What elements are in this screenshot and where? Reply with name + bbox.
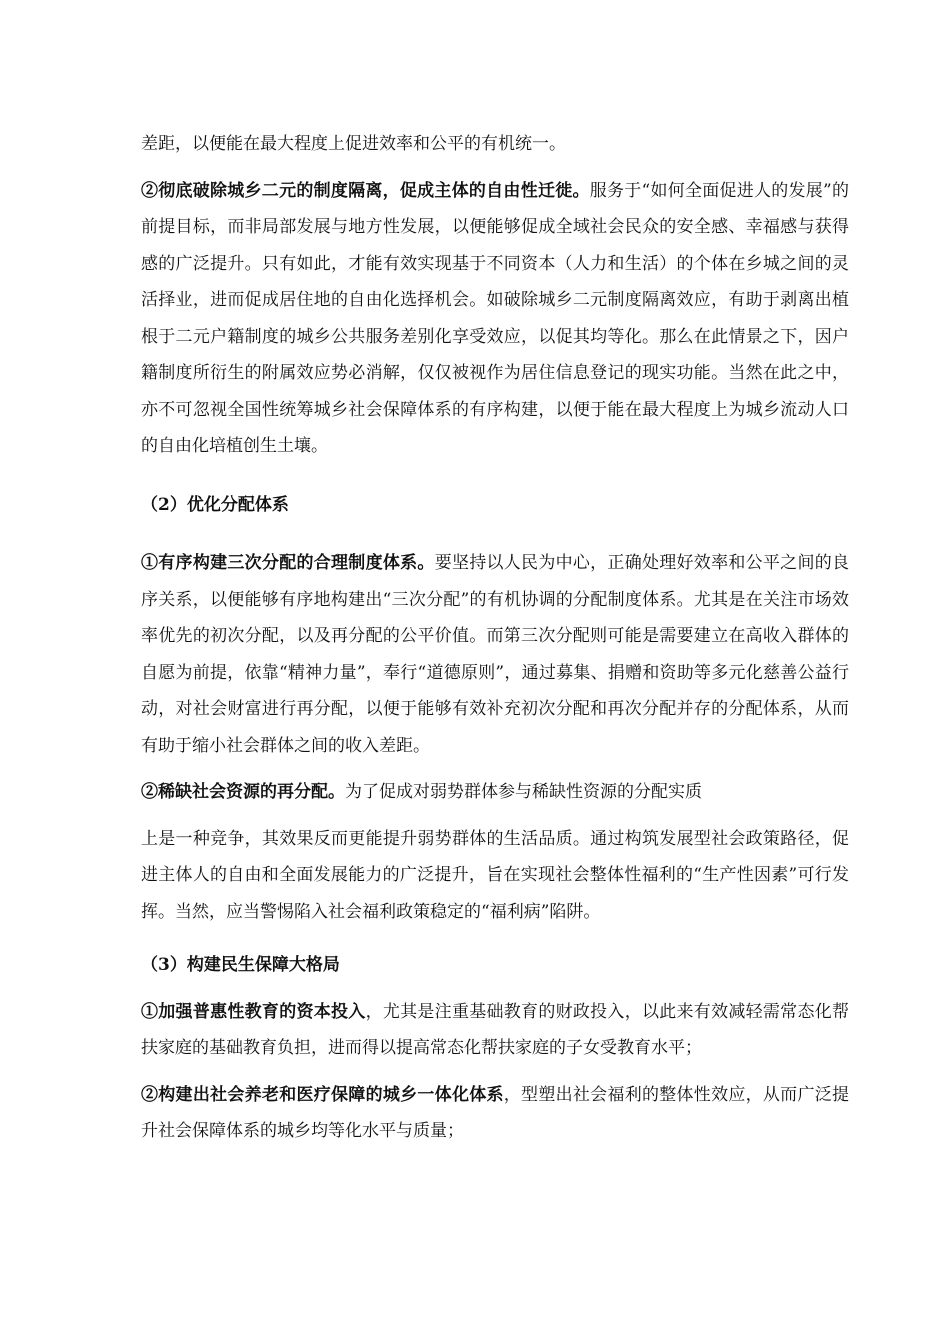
paragraph-education-investment [141, 994, 849, 1067]
paragraph-text: 为了促成对弱势群体参与稀缺性资源的分配实质 [345, 782, 702, 802]
paragraph-text: 服务于“如何全面促进人的发展”的前提目标，而非局部发展与地方性发展，以便能够促成全域社会民众的安全感、幸福感与获得感的广泛提升。只有如此，才能有效实现基于不同资本（人力和生活）的个体在乡城之间的灵活择业，进而促成居住地的自由化选择机会。如破除城乡二元制度隔离效应，有助于剥离出植根于二元户籍制度的城乡公共服务差别化享受效应，以促其均等化。那么在此情景之下，因户籍制度所衍生的附属效应势必消解，仅仅被视作为居住信息登记的现实功能。当然在此之中，亦不可忽视全国性统筹城乡社会保障体系的有序构建，以便于能在最大程度上为城乡流动人口的自由化培植创生土壤。 [141, 180, 849, 456]
paragraph-competition [141, 821, 849, 931]
paragraph-text: 差距，以便能在最大程度上促进效率和公平的有机统一。 [141, 134, 566, 154]
paragraph-lead: ①有序构建三次分配的合理制度体系。 [141, 553, 435, 573]
paragraph-lead: ①加强普惠性教育的资本投入 [141, 1001, 366, 1022]
section-heading-livelihood: （3）构建民生保障大格局 [141, 955, 340, 975]
document-body [141, 126, 849, 1150]
paragraph-three-distributions [141, 545, 849, 764]
paragraph-urban-rural-barrier [141, 173, 849, 465]
paragraph-pension-medical [141, 1077, 849, 1150]
paragraph-lead: ②稀缺社会资源的再分配。 [141, 782, 345, 802]
paragraph-lead: ②构建出社会养老和医疗保障的城乡一体化体系 [141, 1084, 504, 1105]
paragraph-lead: ②彻底破除城乡二元的制度隔离，促成主体的自由性迁徙。 [141, 180, 590, 201]
paragraph-scarce-resources [141, 774, 849, 811]
paragraph-text: ，尤其是注重基础教育的财政投入，以此来有效减轻需常态化帮扶家庭的基础教育负担，进而得以提高常态化帮扶家庭的子女受教育水平； [141, 1001, 850, 1058]
paragraph-efficiency-fairness [141, 126, 849, 163]
paragraph-text: 要坚持以人民为中心，正确处理好效率和公平之间的良序关系，以便能够有序地构建出“三次分配”的有机协调的分配制度体系。尤其是在关注市场效率优先的初次分配，以及再分配的公平价值。而第三次分配则可能是需要建立在高收入群体的自愿为前提，依靠“精神力量”，奉行“道德原则”，通过募集、捐赠和资助等多元化慈善公益行动，对社会财富进行再分配，以便于能够有效补充初次分配和再次分配并存的分配体系，从而有助于缩小社会群体之间的收入差距。 [141, 553, 850, 756]
paragraph-text: 上是一种竞争，其效果反而更能提升弱势群体的生活品质。通过构筑发展型社会政策路径，促进主体人的自由和全面发展能力的广泛提升，旨在实现社会整体性福利的“生产性因素”可行发挥。当然，应当警惕陷入社会福利政策稳定的“福利病”陷阱。 [141, 828, 849, 922]
section-heading-distribution: （2）优化分配体系 [141, 494, 289, 515]
paragraph-text: ，型塑出社会福利的整体性效应，从而广泛提升社会保障体系的城乡均等化水平与质量； [141, 1084, 850, 1141]
